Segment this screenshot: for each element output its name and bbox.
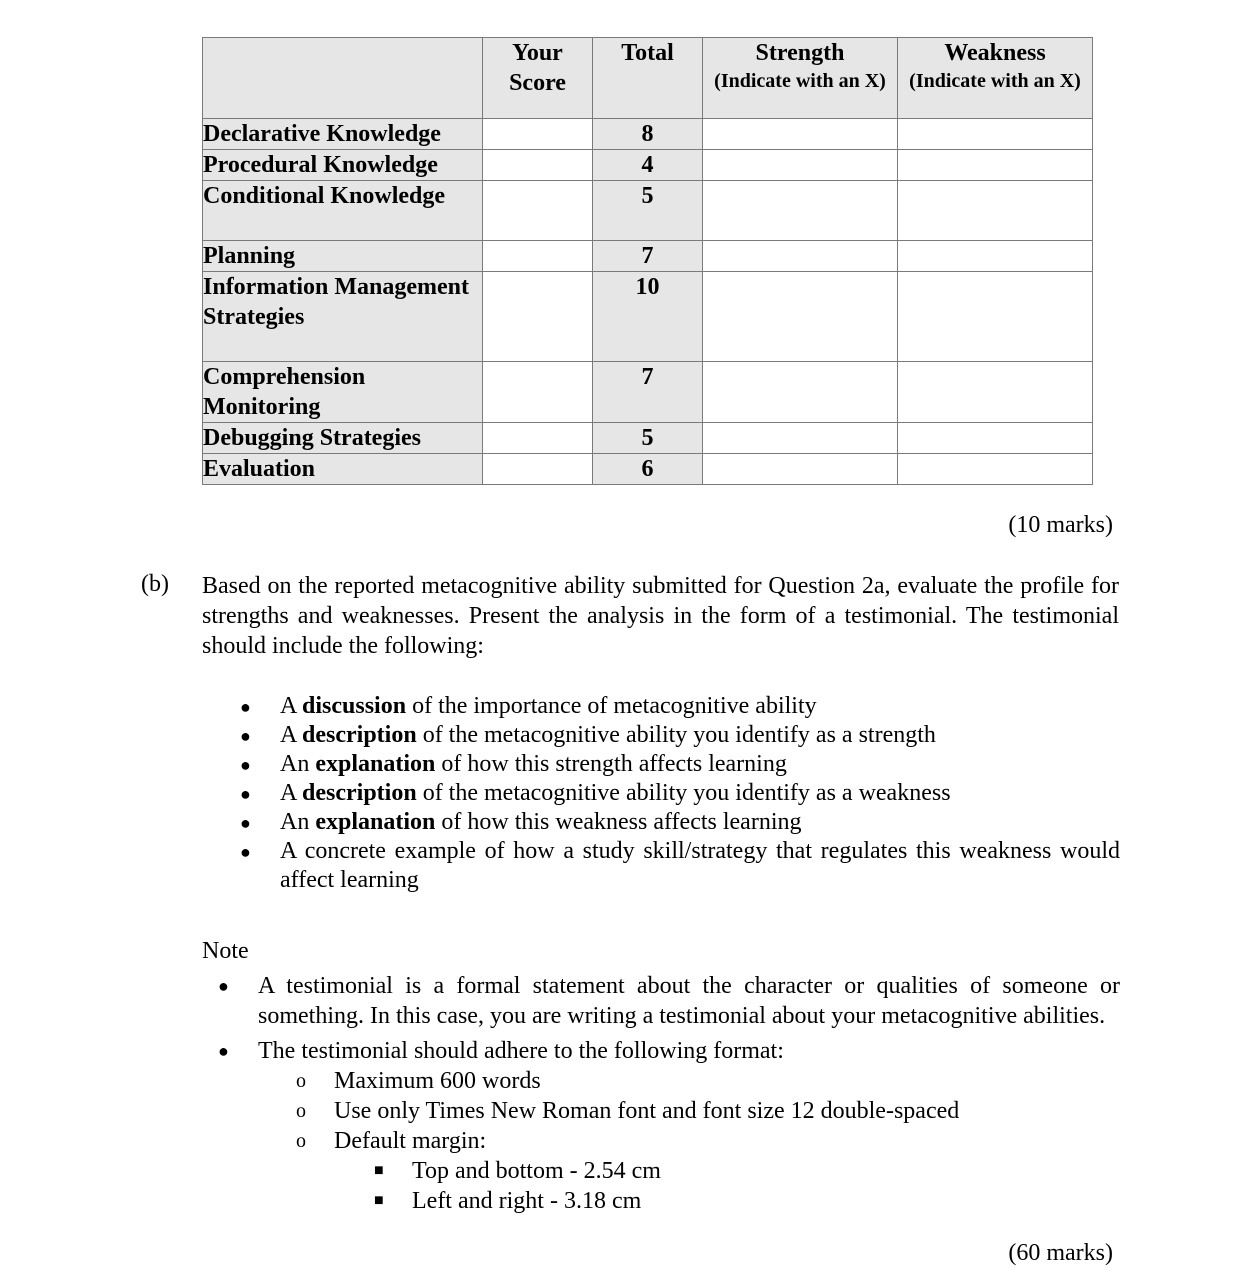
list-item (240, 837, 1120, 895)
weakness-cell[interactable] (898, 150, 1093, 181)
margin-top-bottom: Top and bottom - 2.54 cm (412, 1158, 661, 1184)
weakness-cell[interactable] (898, 272, 1093, 362)
total-cell: 8 (593, 119, 703, 150)
list-item (296, 1126, 1120, 1216)
item-bold-text: description (302, 722, 417, 748)
testimonial-requirements-list (240, 692, 1120, 895)
weakness-cell[interactable] (898, 423, 1093, 454)
list-item (218, 971, 1120, 1031)
bullet-icon: ● (240, 784, 251, 804)
item-bold-text: explanation (315, 809, 436, 835)
item-text: of the metacognitive ability you identify as a strength (416, 722, 936, 748)
item-text: A concrete example of how a study skill/strategy that regulates this weakness would affect learning (280, 838, 1120, 893)
total-cell: 6 (593, 454, 703, 485)
header-empty (203, 38, 483, 119)
row-label: Debugging Strategies (203, 423, 483, 454)
item-text: An (280, 809, 316, 835)
square-bullet-icon: ■ (374, 1162, 384, 1179)
question-text: Based on the reported metacognitive ability submitted for Question 2a, evaluate the profile for strengths and weaknesses. Present the analysis in the form of a testimonial. The testimonial should include the following: (202, 573, 1119, 659)
format-list (258, 1066, 1120, 1216)
total-cell: 10 (593, 272, 703, 362)
row-label: Information Management Strategies (203, 272, 483, 362)
circle-bullet-icon: o (296, 1130, 306, 1152)
weakness-cell[interactable] (898, 181, 1093, 241)
header-weakness (898, 38, 1093, 119)
list-item (240, 808, 1120, 837)
item-text: A (280, 780, 303, 806)
table-row (203, 150, 1093, 181)
item-text: A (280, 693, 303, 719)
strength-cell[interactable] (703, 241, 898, 272)
metacognitive-score-table (202, 37, 1093, 485)
header-your-score: Your Score (483, 38, 593, 119)
table-row (203, 362, 1093, 423)
item-text: An (280, 751, 316, 777)
your-score-cell[interactable] (483, 150, 593, 181)
your-score-cell[interactable] (483, 454, 593, 485)
total-cell: 7 (593, 362, 703, 423)
note-format-intro: The testimonial should adhere to the following format: (258, 1038, 784, 1064)
strength-cell[interactable] (703, 181, 898, 241)
your-score-cell[interactable] (483, 362, 593, 423)
format-font: Use only Times New Roman font and font size 12 double-spaced (334, 1098, 960, 1124)
row-label: Conditional Knowledge (203, 181, 483, 241)
list-item (240, 692, 1120, 721)
total-cell: 4 (593, 150, 703, 181)
margin-list (334, 1156, 1120, 1216)
strength-cell[interactable] (703, 362, 898, 423)
row-label: Planning (203, 241, 483, 272)
weakness-cell[interactable] (898, 362, 1093, 423)
circle-bullet-icon: o (296, 1100, 306, 1122)
circle-bullet-icon: o (296, 1070, 306, 1092)
bullet-icon: ● (240, 697, 251, 717)
list-item (240, 750, 1120, 779)
format-words: Maximum 600 words (334, 1068, 541, 1094)
your-score-cell[interactable] (483, 241, 593, 272)
weakness-cell[interactable] (898, 119, 1093, 150)
item-text: of the importance of metacognitive ability (406, 693, 817, 719)
weakness-cell[interactable] (898, 454, 1093, 485)
table-row (203, 272, 1093, 362)
table-row (203, 241, 1093, 272)
list-item (374, 1156, 1120, 1186)
header-total: Total (593, 38, 703, 119)
strength-cell[interactable] (703, 119, 898, 150)
item-text: of how this weakness affects learning (435, 809, 802, 835)
your-score-cell[interactable] (483, 423, 593, 454)
bullet-icon: ● (240, 813, 251, 833)
header-strength-sub: (Indicate with an X) (714, 70, 886, 92)
part-b-marks: (60 marks) (1008, 1240, 1113, 1266)
table-row (203, 119, 1093, 150)
row-label: Declarative Knowledge (203, 119, 483, 150)
total-cell: 7 (593, 241, 703, 272)
weakness-cell[interactable] (898, 241, 1093, 272)
bullet-icon: ● (218, 1041, 229, 1061)
table-row (203, 454, 1093, 485)
row-label: Comprehension Monitoring (203, 362, 483, 423)
your-score-cell[interactable] (483, 119, 593, 150)
strength-cell[interactable] (703, 423, 898, 454)
bullet-icon: ● (240, 842, 251, 862)
list-item (374, 1186, 1120, 1216)
strength-cell[interactable] (703, 150, 898, 181)
table-header-row (203, 38, 1093, 119)
list-item (296, 1096, 1120, 1126)
strength-cell[interactable] (703, 454, 898, 485)
strength-cell[interactable] (703, 272, 898, 362)
your-score-cell[interactable] (483, 181, 593, 241)
item-text: of how this strength affects learning (435, 751, 787, 777)
table-row (203, 423, 1093, 454)
bullet-icon: ● (240, 726, 251, 746)
item-bold-text: discussion (302, 693, 407, 719)
margin-left-right: Left and right - 3.18 cm (412, 1188, 642, 1214)
row-label: Evaluation (203, 454, 483, 485)
note-definition: A testimonial is a formal statement about the character or qualities of someone or something. In this case, you are writing a testimonial about your metacognitive abilities. (258, 973, 1120, 1029)
square-bullet-icon: ■ (374, 1192, 384, 1209)
header-strength (703, 38, 898, 119)
part-a-marks: (10 marks) (1008, 512, 1113, 538)
header-weakness-sub: (Indicate with an X) (909, 70, 1081, 92)
item-text: A (280, 722, 303, 748)
list-item (240, 721, 1120, 750)
format-margin: Default margin: (334, 1128, 487, 1154)
list-item (218, 1036, 1120, 1216)
bullet-icon: ● (218, 976, 229, 996)
item-bold-text: description (302, 780, 417, 806)
header-weakness-title: Weakness (944, 40, 1046, 66)
table-row (203, 181, 1093, 241)
list-item (240, 779, 1120, 808)
total-cell: 5 (593, 423, 703, 454)
item-text: of the metacognitive ability you identify as a weakness (416, 780, 951, 806)
your-score-cell[interactable] (483, 272, 593, 362)
note-title: Note (202, 938, 249, 964)
item-bold-text: explanation (315, 751, 436, 777)
bullet-icon: ● (240, 755, 251, 775)
total-cell: 5 (593, 181, 703, 241)
note-list (218, 971, 1120, 1216)
question-number: (b) (141, 571, 169, 597)
list-item (296, 1066, 1120, 1096)
header-strength-title: Strength (755, 40, 845, 66)
row-label: Procedural Knowledge (203, 150, 483, 181)
